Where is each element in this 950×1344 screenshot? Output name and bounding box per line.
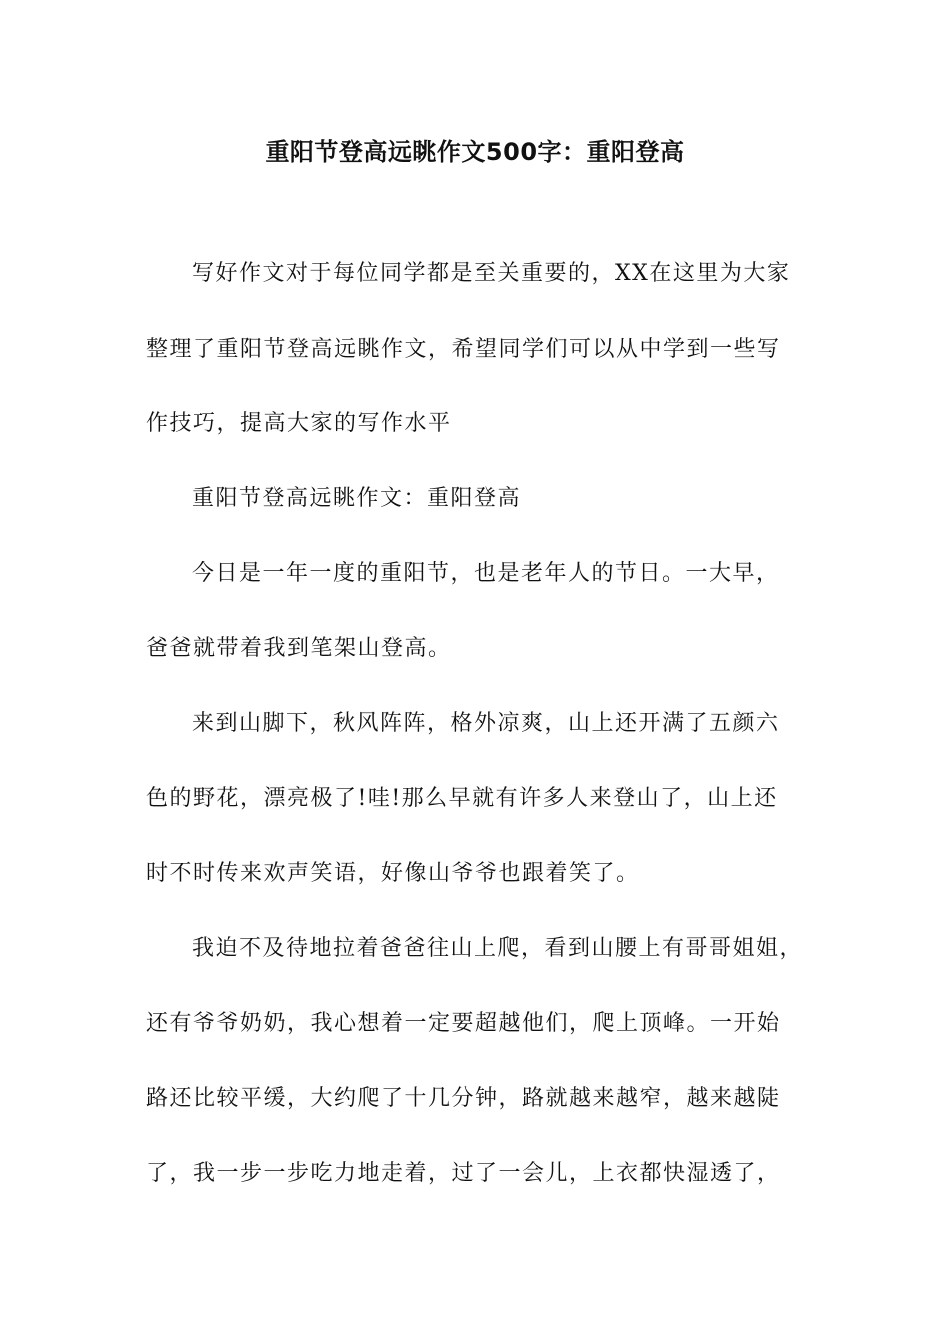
paragraph-line: 了，我一步一步吃力地走着，过了一会儿，上衣都快湿透了， xyxy=(146,1161,781,1186)
paragraph-line: 整理了重阳节登高远眺作文，希望同学们可以从中学到一些写 xyxy=(146,337,781,362)
document-title: 重阳节登高远眺作文500字：重阳登高 xyxy=(265,138,685,166)
paragraph-line: 我迫不及待地拉着爸爸往山上爬，看到山腰上有哥哥姐姐， xyxy=(192,936,804,961)
section-heading: 重阳节登高远眺作文：重阳登高 xyxy=(192,486,522,511)
paragraph-line: 写好作文对于每位同学都是至关重要的，XX在这里为大家 xyxy=(192,261,791,286)
paragraph-line: 今日是一年一度的重阳节，也是老年人的节日。一大早， xyxy=(192,561,780,586)
paragraph-line: 还有爷爷奶奶，我心想着一定要超越他们，爬上顶峰。一开始 xyxy=(146,1011,781,1036)
paragraph-line: 路还比较平缓，大约爬了十几分钟，路就越来越窄，越来越陡 xyxy=(146,1086,781,1111)
paragraph-line: 来到山脚下，秋风阵阵，格外凉爽，山上还开满了五颜六 xyxy=(192,711,780,736)
paragraph-line: 时不时传来欢声笑语，好像山爷爷也跟着笑了。 xyxy=(146,861,640,886)
paragraph-line: 作技巧，提高大家的写作水平 xyxy=(146,411,452,436)
paragraph-line: 爸爸就带着我到笔架山登高。 xyxy=(146,636,452,661)
paragraph-line: 色的野花，漂亮极了!哇!那么早就有许多人来登山了，山上还 xyxy=(146,786,778,811)
